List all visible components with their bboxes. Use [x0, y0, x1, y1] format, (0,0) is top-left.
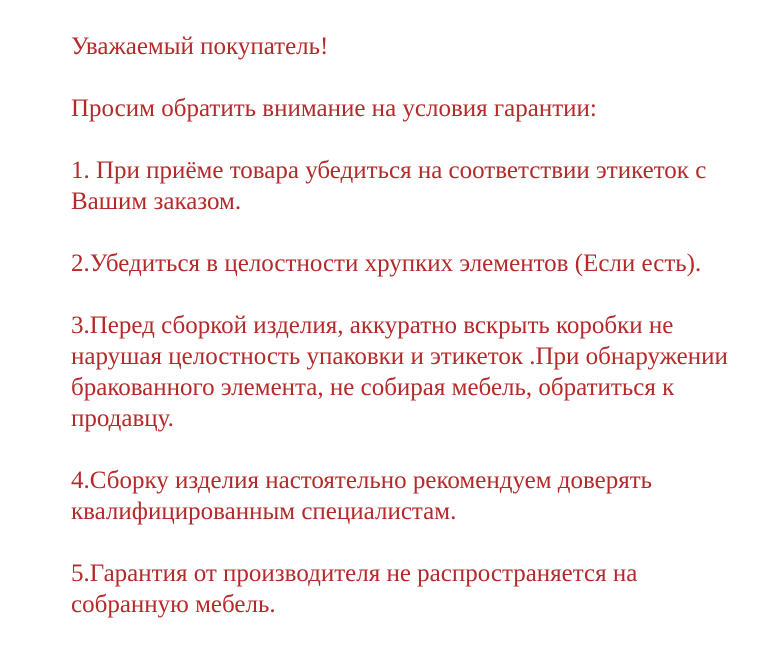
- warranty-item-4: 4.Сборку изделия настоятельно рекомендуем доверять квалифицированным специалистам.: [71, 467, 653, 525]
- warranty-item-5: 5.Гарантия от производителя не распространяется на собранную мебель.: [71, 560, 638, 618]
- warranty-notice: [71, 31, 761, 620]
- warranty-item-3: 3.Перед сборкой изделия, аккуратно вскрыть коробки не нарушая целостность упаковки и этикеток .При обнаружении бракованного элемента, не собирая мебель, обратиться к продавцу.: [71, 312, 728, 432]
- warranty-item-2: 2.Убедиться в целостности хрупких элементов (Если есть).: [71, 250, 702, 277]
- warranty-item-1: 1. При приёме товара убедиться на соответствии этикеток с Вашим заказом.: [71, 157, 707, 215]
- greeting: Уважаемый покупатель!: [71, 33, 329, 60]
- intro-text: Просим обратить внимание на условия гарантии:: [71, 95, 597, 122]
